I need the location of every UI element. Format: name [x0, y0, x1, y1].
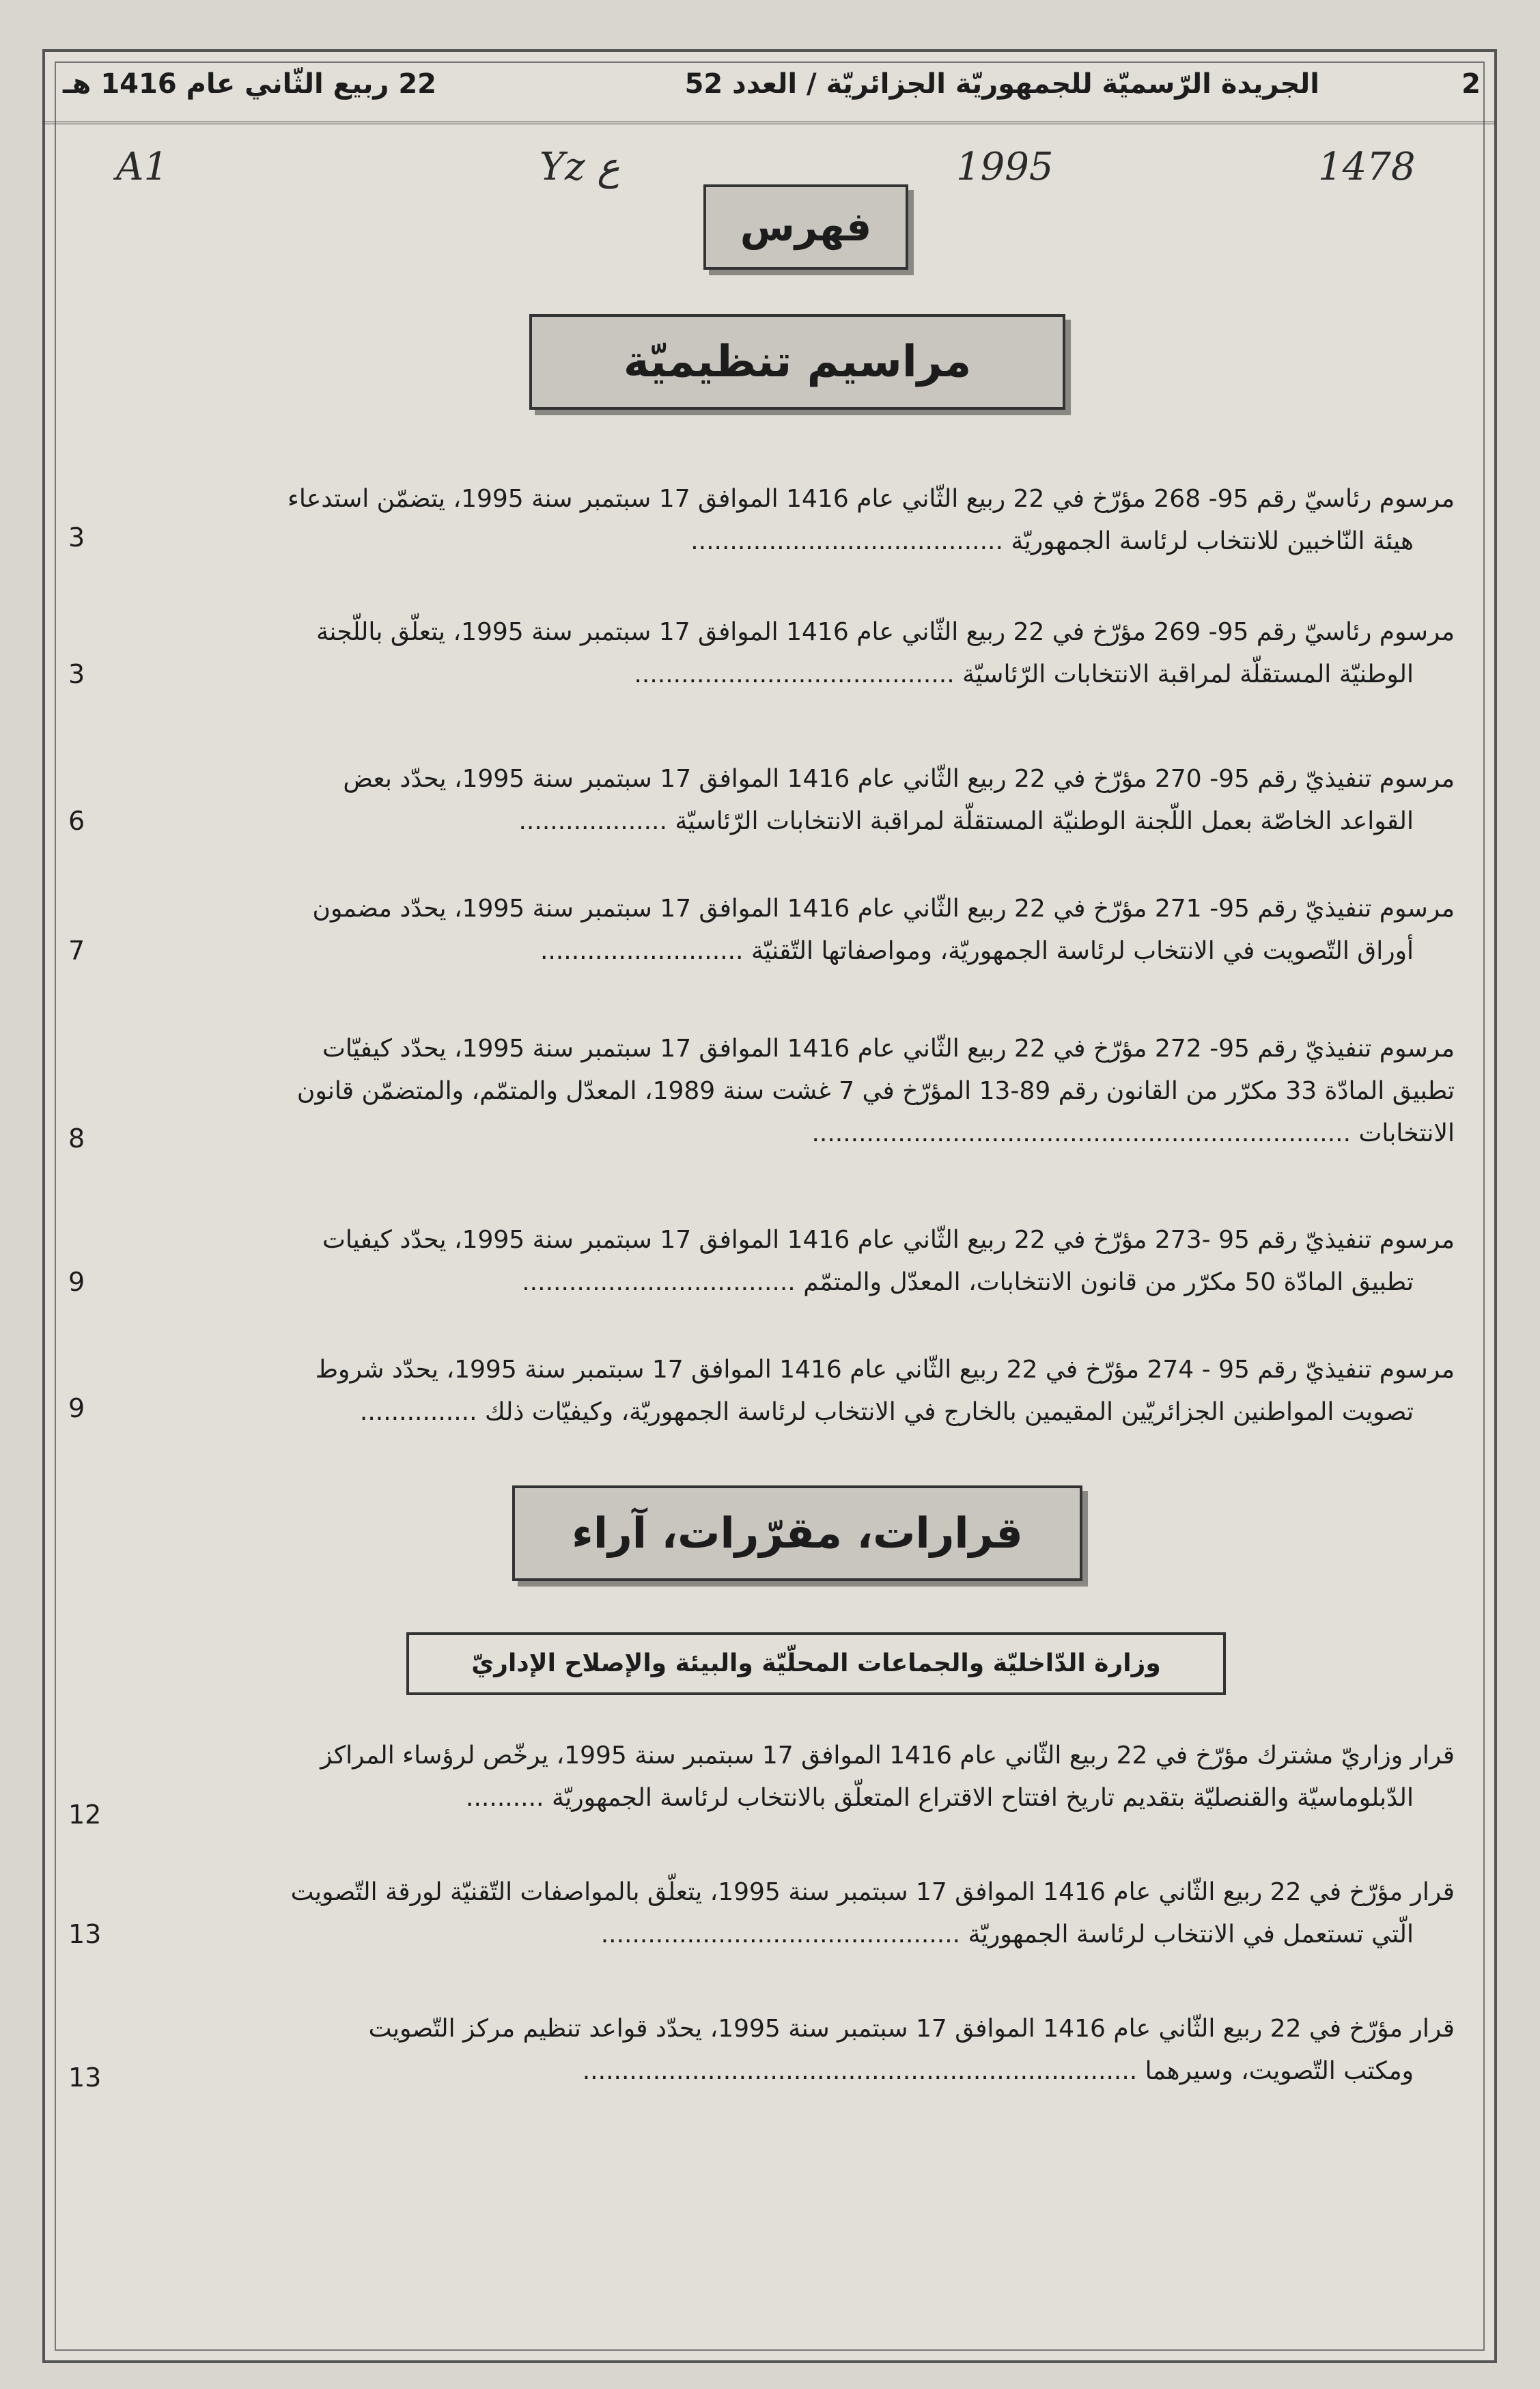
- page-ref: 9: [68, 1393, 85, 1423]
- section-title-decisions: قرارات، مقرّرات، آراء: [512, 1485, 1082, 1581]
- entry-text: قرار مؤرّخ في 22 ربيع الثّاني عام 1416 الموافق 17 سبتمبر سنة 1995، يتعلّق بالمواصفات التّقنيّة لورقة التّصويت: [290, 1878, 1455, 1906]
- entry-text: قرار وزاريّ مشترك مؤرّخ في 22 ربيع الثّاني عام 1416 الموافق 17 سبتمبر سنة 1995، يرخّص لرؤساء المراكز: [320, 1742, 1455, 1770]
- leader-dots: .........................................: [634, 660, 955, 688]
- entry-text: مرسوم تنفيذيّ رقم 95 -273 مؤرّخ في 22 ربيع الثّاني عام 1416 الموافق 17 سبتمبر سنة 1995، يحدّد كيفيات: [322, 1226, 1455, 1254]
- index-title: فهرس: [703, 184, 908, 270]
- entry-text: قرار مؤرّخ في 22 ربيع الثّاني عام 1416 الموافق 17 سبتمبر سنة 1995، يحدّد قواعد تنظيم مركز التّصويت: [368, 2015, 1455, 2043]
- entry-text: مرسوم تنفيذيّ رقم 95- 272 مؤرّخ في 22 ربيع الثّاني عام 1416 الموافق 17 سبتمبر سنة 1995، يحدّد كيفيّات: [322, 1035, 1455, 1063]
- toc-entry: [82, 888, 1455, 973]
- entry-text: الانتخابات: [1358, 1119, 1455, 1147]
- toc-entry: [82, 758, 1455, 843]
- entry-text: هيئة النّاخبين للانتخاب لرئاسة الجمهوريّة: [1011, 527, 1414, 555]
- page-ref: 3: [68, 659, 85, 689]
- toc-entry: [82, 478, 1455, 563]
- toc-entry: [82, 1028, 1455, 1155]
- page-ref: 12: [68, 1800, 102, 1830]
- leader-dots: ........................................: [690, 527, 1003, 555]
- gazette-title: الجريدة الرّسميّة للجمهوريّة الجزائريّة / العدد 52: [684, 68, 1319, 100]
- leader-dots: ..........................: [540, 937, 744, 965]
- entry-text: مرسوم رئاسيّ رقم 95- 269 مؤرّخ في 22 ربيع الثّاني عام 1416 الموافق 17 سبتمبر سنة 1995، يتعلّق باللّجنة: [316, 618, 1455, 646]
- handwritten-note-a: A1: [116, 145, 169, 189]
- page-ref: 9: [68, 1267, 85, 1297]
- entry-text: الوطنيّة المستقلّة لمراقبة الانتخابات الرّئاسيّة: [962, 660, 1414, 688]
- entry-text: تطبيق المادّة 33 مكرّر من القانون رقم 89-13 المؤرّخ في 7 غشت سنة 1989، المعدّل والمتمّم، والمتضمّن قانون: [296, 1077, 1455, 1105]
- entry-text: مرسوم رئاسيّ رقم 95- 268 مؤرّخ في 22 ربيع الثّاني عام 1416 الموافق 17 سبتمبر سنة 1995، يتضمّن استدعاء: [287, 485, 1455, 513]
- leader-dots: ...............: [359, 1398, 477, 1426]
- header-date: 22 ربيع الثّاني عام 1416 هـ: [63, 68, 436, 100]
- entry-text: الّتي تستعمل في الانتخاب لرئاسة الجمهوريّة: [968, 1920, 1414, 1948]
- leader-dots: ...................................: [522, 1268, 796, 1296]
- page-ref: 13: [68, 2063, 102, 2093]
- entry-text: مرسوم تنفيذيّ رقم 95 - 274 مؤرّخ في 22 ربيع الثّاني عام 1416 الموافق 17 سبتمبر سنة 1995، يحدّد شروط: [315, 1356, 1455, 1384]
- leader-dots: ..............................................: [600, 1920, 961, 1948]
- page-ref: 13: [68, 1919, 102, 1949]
- toc-entry: [82, 2008, 1455, 2093]
- toc-entry: [82, 1871, 1455, 1956]
- handwritten-note-c: 1995: [956, 145, 1054, 189]
- entry-text: مرسوم تنفيذيّ رقم 95- 270 مؤرّخ في 22 ربيع الثّاني عام 1416 الموافق 17 سبتمبر سنة 1995، يحدّد بعض: [343, 765, 1455, 793]
- page-number: 2: [1461, 68, 1481, 100]
- page-ref: 8: [68, 1123, 85, 1154]
- handwritten-note-b: Yz ع: [540, 145, 620, 189]
- running-header: [42, 49, 1497, 124]
- leader-dots: ...................: [518, 807, 667, 835]
- entry-text: تصويت المواطنين الجزائريّين المقيمين بالخارج في الانتخاب لرئاسة الجمهوريّة، وكيفيّات ذلك: [485, 1398, 1414, 1426]
- section-title-decrees: مراسيم تنظيميّة: [529, 314, 1065, 410]
- toc-entry: [82, 1349, 1455, 1434]
- toc-entry: [82, 1219, 1455, 1304]
- entry-text: مرسوم تنفيذيّ رقم 95- 271 مؤرّخ في 22 ربيع الثّاني عام 1416 الموافق 17 سبتمبر سنة 1995، يحدّد مضمون: [312, 895, 1455, 923]
- handwritten-note-d: 1478: [1318, 145, 1416, 189]
- leader-dots: .....................................................................: [811, 1119, 1352, 1147]
- ministry-heading: وزارة الدّاخليّة والجماعات المحلّيّة والبيئة والإصلاح الإداريّ: [406, 1632, 1226, 1695]
- leader-dots: .......................................................................: [582, 2057, 1138, 2085]
- entry-text: ومكتب التّصويت، وسيرهما: [1145, 2057, 1414, 2085]
- toc-entry: [82, 611, 1455, 696]
- entry-text: تطبيق المادّة 50 مكرّر من قانون الانتخابات، المعدّل والمتمّم: [803, 1268, 1414, 1296]
- leader-dots: ..........: [466, 1784, 544, 1812]
- page-ref: 6: [68, 806, 85, 836]
- page-ref: 7: [68, 936, 85, 966]
- toc-entry: [82, 1735, 1455, 1819]
- entry-text: أوراق التّصويت في الانتخاب لرئاسة الجمهوريّة، ومواصفاتها التّقنيّة: [751, 937, 1414, 965]
- entry-text: القواعد الخاصّة بعمل اللّجنة الوطنيّة المستقلّة لمراقبة الانتخابات الرّئاسيّة: [675, 807, 1414, 835]
- entry-text: الدّبلوماسيّة والقنصليّة بتقديم تاريخ افتتاح الاقتراع المتعلّق بالانتخاب لرئاسة الجمهوريّة: [551, 1784, 1414, 1812]
- page-ref: 3: [68, 522, 85, 553]
